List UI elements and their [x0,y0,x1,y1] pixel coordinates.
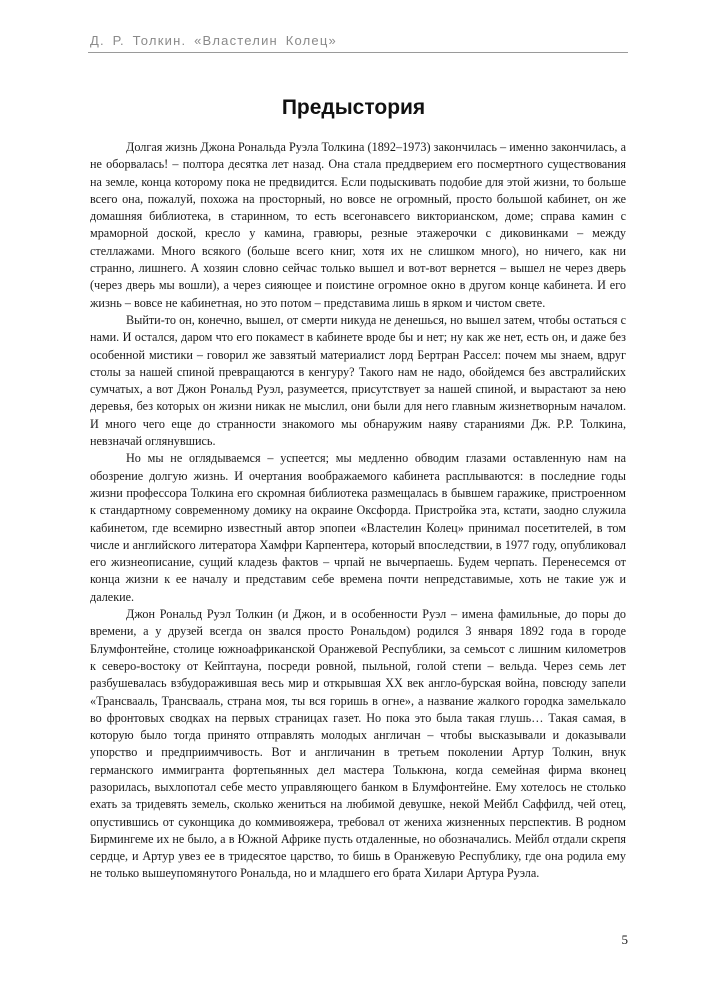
body-text [90,139,626,883]
paragraph: Долгая жизнь Джона Рональда Руэла Толкина (1892–1973) закончилась – именно закончилась, а не оборвалась! – полтора десятка лет назад. Она стала преддверием его посмертного существования на земле, конца которому пока не предвидится. Если подыскивать подобие для этой жизни, то больше всего она, пожалуй, похожа на просторный, но вовсе не огромный, просто большой кабинет, он же домашняя библиотека, в старинном, то есть всегонавсего викторианском, доме; справа камин с мраморной доской, кресло у камина, гравюры, резные этажерочки с диковинками – между стеллажами. Много всякого (больше всего книг, хотя их не слишком много), но ничего, как ни странно, лишнего. А хозяин словно сейчас только вышел и вот-вот вернется – вышел не через дверь (через дверь мы вошли), а через сияющее и поистине огромное окно в другом конце кабинета. И его жизнь – вовсе не кабинетная, но это потом – представима лишь в ярком и чистом свете. [90,140,626,310]
header-rule [88,52,628,53]
paragraph: Но мы не оглядываемся – успеется; мы медленно обводим глазами оставленную нам на обозрение долгую жизнь. И очертания воображаемого кабинета расплываются: в последние годы жизни профессора Толкина его скромная библиотека размещалась в бывшем гаражике, пристроенном к стандартному современному домику на окраине Оксфорда. Пристройка эта, кстати, заодно служила кабинетом, где всемирно известный автор эпопеи «Властелин Колец» принимал посетителей, в том числе и английского литератора Хамфри Карпентера, который впоследствии, в 1977 году, опубликовал его жизнеописание, сущий кладезь фактов – чрпай не вычерпаешь. Будем черпать. Перенесемся от конца жизни к ее началу и представим себе времена почти непредставимые, хоть не такие уж и далекие. [90,451,626,604]
chapter-title: Предыстория [281,96,426,119]
running-header: Д. Р. Толкин. «Властелин Колец» [90,33,337,48]
page-number: 5 [621,932,628,947]
paragraph: Джон Рональд Руэл Толкин (и Джон, и в особенности Руэл – имена фамильные, до поры до времени, а у друзей всегда он звался просто Рональдом) родился 3 января 1892 года в городе Блумфонтейне, столице южноафриканской Оранжевой Республики, за семьсот с лишним километров к северо-востоку от Кейптауна, посреди ровной, пыльной, голой степи – вельда. Через семь лет разбушевалась взбудоражившая весь мир и открывшая XX век англо-бурская война, повсюду запели «Трансвааль, Трансвааль, страна моя, ты вся горишь в огне», а название жалкого городка замелькало во фронтовых сводках на первых страницах газет. Но пока это была такая глушь… Такая самая, в которую было тогда принято отправлять молодых англичан – чтобы высказывали и доказывали упорство и предприимчивость. Вот и англичанин в третьем поколении Артур Толкин, внук германского иммигранта фортепьянных дел мастера Толькюна, когда семейная фирма вконец разорилась, выхлопотал себе место управляющего банком в Блумфонтейне. Ему хотелось не столько ехать за тридевять земель, сколько жениться на любимой девушке, некой Мейбл Саффилд, чей отец, опустившись от суконщика до коммивояжера, требовал от жениха жизненных перспектив. В родном Бирмингеме их не было, а в Южной Африке пусть отдаленные, но обозначались. Мейбл отдали скрепя сердце, и Артур увез ее в тридесятое царство, то бишь в Оранжевую Республику, где она родила ему не только вышеупомянутого Рональда, но и младшего его брата Хилари Артура Руэла. [90,607,626,881]
paragraph: Выйти-то он, конечно, вышел, от смерти никуда не денешься, но вышел затем, чтобы остаться с нами. И остался, даром что его покамест в кабинете вроде бы и нет; ну как же нет, есть он, и даже без особенной мистики – говорил же завзятый материалист лорд Бертран Рассел: почем мы знаем, вдруг столы за нашей спиной превращаются в кенгуру? Такого нам не надо, обойдемся без австралийских сумчатых, а вот Джон Рональд Руэл, разумеется, присутствует за нашей спиной, и вырастают за нею деревья, без которых он жизни никак не мыслил, они были для него главным жизнетворным началом. И много чего еще до странности знакомого мы обнаружим наяву стараниями Дж. Р.Р. Толкина, невзначай оглянувшись. [90,312,626,449]
